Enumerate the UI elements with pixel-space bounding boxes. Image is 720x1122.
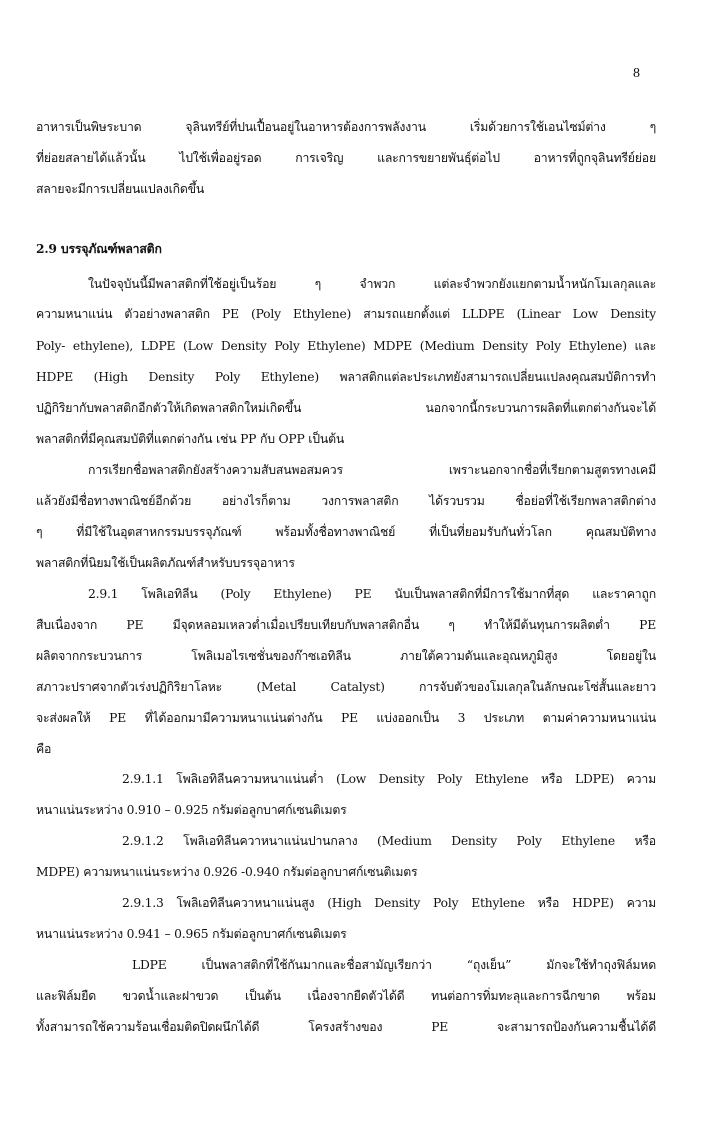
text-line: คือ [36, 742, 52, 756]
text-line: ๆ ที่มีใช้ในอุตสาหกรรมบรรจุภัณฑ์ พร้อมทั้งชื่อทางพาณิชย์ ที่เป็นที่ยอมรับกันทั่วโลก คุณสมบัติทาง [36, 525, 656, 539]
subsection-line: 2.9.1.1 โพลิเอทิลีนความหนาแน่นต่ำ (Low Density Poly Ethylene หรือ LDPE) ความ [122, 772, 656, 786]
text-line: MDPE) ความหนาแน่นระหว่าง 0.926 -0.940 กรัมต่อลูกบาศก์เซนติเมตร [36, 865, 418, 879]
page-number: 8 [633, 66, 640, 81]
subsection-line: 2.9.1.3 โพลิเอทิลีนควาหนาแน่นสูง (High Density Poly Ethylene หรือ HDPE) ความ [122, 896, 656, 910]
text-line: ความหนาแน่น ตัวอย่างพลาสติก PE (Poly Ethylene) สามรถแยกตั้งแต่ LLDPE (Linear Low Density [36, 307, 656, 321]
text-line: และฟิล์มยืด ขวดน้ำและฝาขวด เป็นต้น เนื่องจากยืดตัวได้ดี ทนต่อการทิ่มทะลุและการฉีกขาด พร้อม [36, 989, 656, 1003]
text-line: HDPE (High Density Poly Ethylene) พลาสติกแต่ละประเภทยังสามารถเปลี่ยนแปลงคุณสมบัติการทำ [36, 370, 656, 384]
text-line: สลายจะมีการเปลี่ยนแปลงเกิดขึ้น [36, 182, 205, 196]
text-line: จะส่งผลให้ PE ที่ได้ออกมามีความหนาแน่นต่างกัน PE แบ่งออกเป็น 3 ประเภท ตามค่าความหนาแน่น [36, 711, 656, 725]
text-line: พลาสติกที่มีคุณสมบัติที่แตกต่างกัน เช่น PP กับ OPP เป็นต้น [36, 432, 345, 446]
text-line: สืบเนื่องจาก PE มีจุดหลอมเหลวต่ำเมื่อเปรียบเทียบกับพลาสติกอื่น ๆ ทำให้มีต้นทุนการผลิตต่ำ PE [36, 618, 656, 632]
text-line: ที่ย่อยสลายได้แล้วนั้น ไปใช้เพื่ออยู่รอด การเจริญ และการขยายพันธุ์ต่อไป อาหารที่ถูกจุลินทรีย์ย่อย [36, 151, 656, 165]
text-line: พลาสติกที่นิยมใช้เป็นผลิตภัณฑ์สำหรับบรรจุอาหาร [36, 556, 295, 570]
text-line: ปฏิกิริยากับพลาสติกอีกตัวให้เกิดพลาสติกใหม่เกิดขึ้น นอกจากนี้กระบวนการผลิตที่แตกต่างกันจะได้ [36, 401, 656, 415]
text-line: การเรียกชื่อพลาสติกยังสร้างความสับสนพอสมควร เพราะนอกจากชื่อที่เรียกตามสูตรทางเคมี [88, 463, 656, 477]
text-line: แล้วยังมีชื่อทางพาณิชย์อีกด้วย อย่างไรก็ตาม วงการพลาสติก ได้รวบรวม ชื่อย่อที่ใช้เรียกพลาสติกต่าง [36, 494, 656, 508]
section-heading: 2.9 บรรจุภัณฑ์พลาสติก [36, 241, 162, 256]
text-line: หนาแน่นระหว่าง 0.941 – 0.965 กรัมต่อลูกบาศก์เซนติเมตร [36, 927, 347, 941]
text-line: ทั้งสามารถใช้ความร้อนเชื่อมติดปิดผนึกได้ดี โครงสร้างของ PE จะสามารถป้องกันความชื้นได้ดี [36, 1020, 656, 1034]
text-line: ในปัจจุบันนี้มีพลาสติกที่ใช้อยู่เป็นร้อย ๆ จำพวก แต่ละจำพวกยังแยกตามน้ำหนักโมเลกุลและ [88, 277, 656, 291]
text-line: Poly- ethylene), LDPE (Low Density Poly Ethylene) MDPE (Medium Density Poly Ethylene) และ [36, 339, 656, 353]
subsection-line: 2.9.1 โพลิเอทิลีน (Poly Ethylene) PE นับเป็นพลาสติกที่มีการใช้มากที่สุด และราคาถูก [88, 587, 656, 601]
subsection-line: 2.9.1.2 โพลิเอทิลีนควาหนาแน่นปานกลาง (Medium Density Poly Ethylene หรือ [122, 834, 656, 848]
text-line: LDPE เป็นพลาสติกที่ใช้กันมากและชื่อสามัญเรียกว่า “ถุงเย็น” มักจะใช้ทำถุงฟิล์มหด [132, 958, 656, 972]
text-line: สภาวะปราศจากตัวเร่งปฏิกิริยาโลหะ (Metal Catalyst) การจับตัวของโมเลกุลในลักษณะโซ่สั้นและยาว [36, 680, 656, 694]
text-line: ผลิตจากกระบวนการ โพลิเมอไรเซชั่นของก๊าซเอทิลีน ภายใต้ความดันและอุณหภูมิสูง โดยอยู่ใน [36, 649, 656, 663]
text-line: อาหารเป็นพิษระบาด จุลินทรีย์ที่ปนเปื้อนอยู่ในอาหารต้องการพลังงาน เริ่มด้วยการใช้เอนไซม์ต่าง ๆ [36, 120, 656, 134]
text-line: หนาแน่นระหว่าง 0.910 – 0.925 กรัมต่อลูกบาศก์เซนติเมตร [36, 803, 347, 817]
